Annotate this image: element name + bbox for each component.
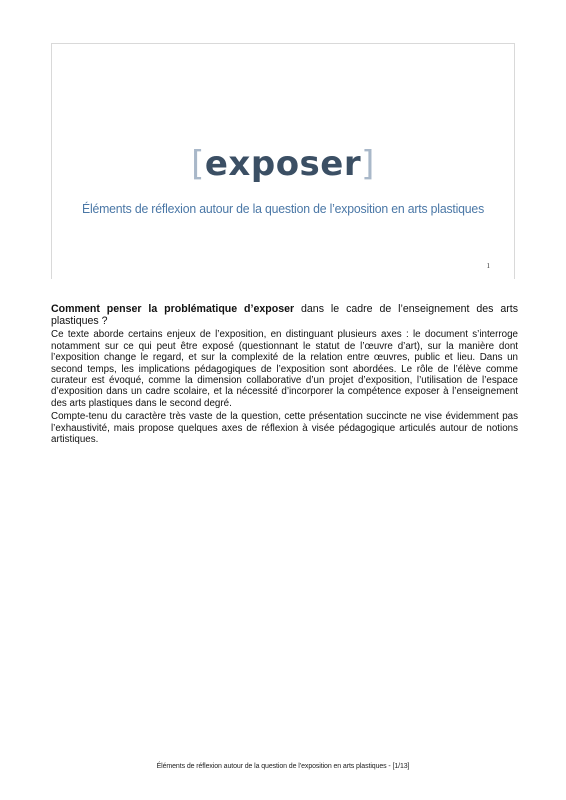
- document-body: [51, 303, 518, 447]
- slide-title: [52, 144, 514, 184]
- title-slide: [51, 43, 515, 279]
- bracket-open: [: [191, 144, 205, 184]
- slide-subtitle: Éléments de réflexion autour de la question de l’exposition en arts plastiques: [81, 201, 485, 216]
- page-footer: Éléments de réflexion autour de la question de l’exposition en arts plastiques - [1/13]: [156, 763, 410, 770]
- paragraph-2: Compte-tenu du caractère très vaste de la question, cette présentation succincte ne vise évidemment pas l’exhaustivité, mais propose quelques axes de réflexion à visée pédagogique articulés autour de notions artistiques.: [51, 411, 518, 446]
- lead-paragraph: [51, 303, 518, 327]
- lead-bold: Comment penser la problématique d’exposer: [51, 303, 295, 315]
- title-word: exposer: [204, 144, 362, 184]
- paragraph-1: Ce texte aborde certains enjeux de l’exposition, en distinguant plusieurs axes : le document s’interroge notamment sur ce qui peut être exposé (questionnant le statut de l’œuvre d’art), sur la manière dont l’exposition change le regard, et sur la complexité de la relation entre œuvres, public et lieu. Dans un second temps, les implications pédagogiques de l’exposition sont abordées. Le rôle de l’élève comme curateur est évoqué, comme la dimension collaborative d’un projet d’exposition, l’utilisation de l’espace d’exposition dans un cadre scolaire, et la nécessité d’incorporer la compétence exposer à l’enseignement des arts plastiques dans le second degré.: [51, 329, 518, 409]
- lead-rest: dans le cadre de l’enseignement des arts plastiques ?: [51, 303, 518, 328]
- bracket-close: ]: [361, 144, 375, 184]
- slide-number: 1: [486, 262, 490, 270]
